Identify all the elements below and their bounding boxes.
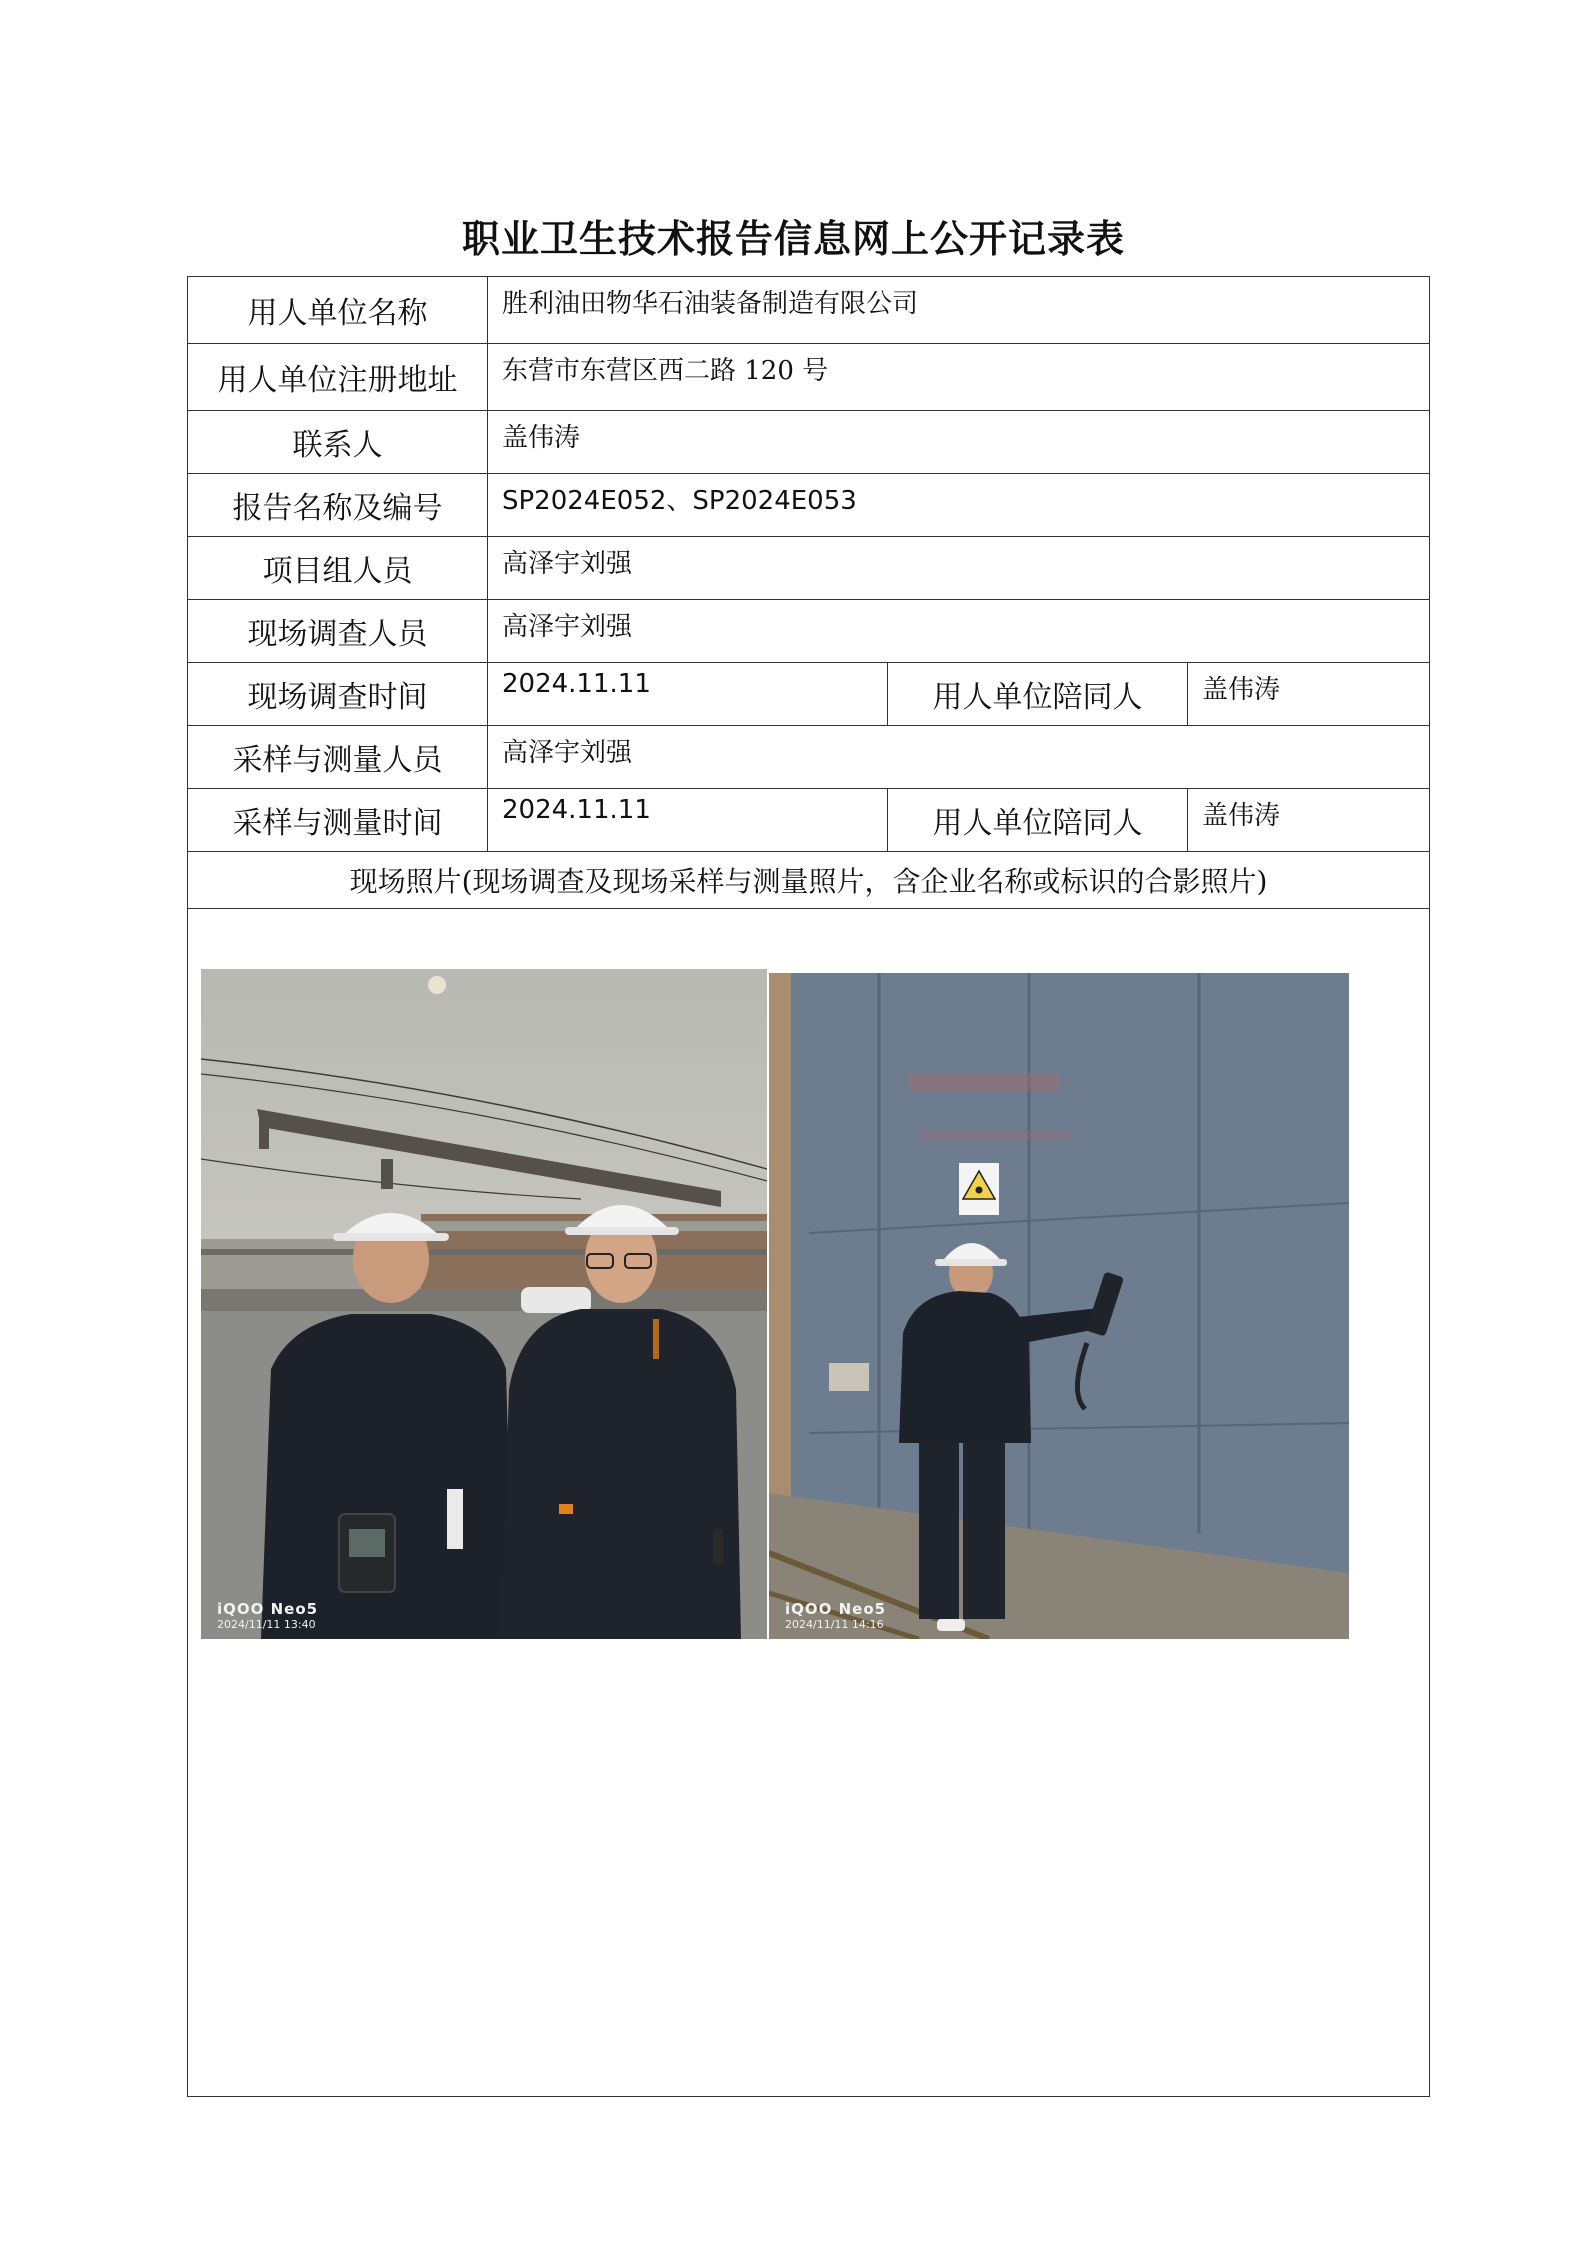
group-photo: [201, 969, 767, 1639]
row-project-team: [188, 537, 1430, 600]
row-survey-time: [188, 663, 1430, 726]
label-survey-time: 现场调查时间: [188, 663, 488, 726]
row-employer-address: [188, 344, 1430, 411]
label-survey-staff: 现场调查人员: [188, 600, 488, 663]
value-sampling-staff: 高泽宇刘强: [488, 726, 1430, 789]
photos-area: [188, 909, 1430, 2097]
label-sampling-escort: 用人单位陪同人: [888, 789, 1188, 852]
value-contact: 盖伟涛: [488, 411, 1430, 474]
row-employer-name: [188, 277, 1430, 344]
label-report: 报告名称及编号: [188, 474, 488, 537]
label-employer-address: 用人单位注册地址: [188, 344, 488, 411]
label-survey-escort: 用人单位陪同人: [888, 663, 1188, 726]
measurement-photo: [769, 973, 1349, 1639]
label-sampling-time: 采样与测量时间: [188, 789, 488, 852]
label-contact: 联系人: [188, 411, 488, 474]
row-sampling-staff: [188, 726, 1430, 789]
value-sampling-time: 2024.11.11: [488, 789, 888, 852]
record-form: [187, 276, 1430, 2097]
value-survey-escort: 盖伟涛: [1188, 663, 1430, 726]
label-sampling-staff: 采样与测量人员: [188, 726, 488, 789]
row-report: [188, 474, 1430, 537]
photo-watermark: iQOO Neo5 2024/11/11 13:40: [217, 1600, 319, 1631]
page-title: 职业卫生技术报告信息网上公开记录表: [461, 217, 1125, 261]
row-photos: [188, 909, 1430, 2097]
row-contact: [188, 411, 1430, 474]
row-sampling-time: [188, 789, 1430, 852]
value-sampling-escort: 盖伟涛: [1188, 789, 1430, 852]
value-survey-staff: 高泽宇刘强: [488, 600, 1430, 663]
label-project-team: 项目组人员: [188, 537, 488, 600]
value-employer-name: 胜利油田物华石油装备制造有限公司: [488, 277, 1430, 344]
row-survey-staff: [188, 600, 1430, 663]
photo-watermark: iQOO Neo5 2024/11/11 14:16: [785, 1600, 887, 1631]
label-employer-name: 用人单位名称: [188, 277, 488, 344]
value-employer-address: 东营市东营区西二路 120 号: [488, 344, 1430, 411]
value-report: SP2024E052、SP2024E053: [488, 474, 1430, 537]
value-survey-time: 2024.11.11: [488, 663, 888, 726]
value-project-team: 高泽宇刘强: [488, 537, 1430, 600]
photos-header: 现场照片(现场调查及现场采样与测量照片，含企业名称或标识的合影照片): [188, 852, 1430, 909]
row-photos-header: [188, 852, 1430, 909]
